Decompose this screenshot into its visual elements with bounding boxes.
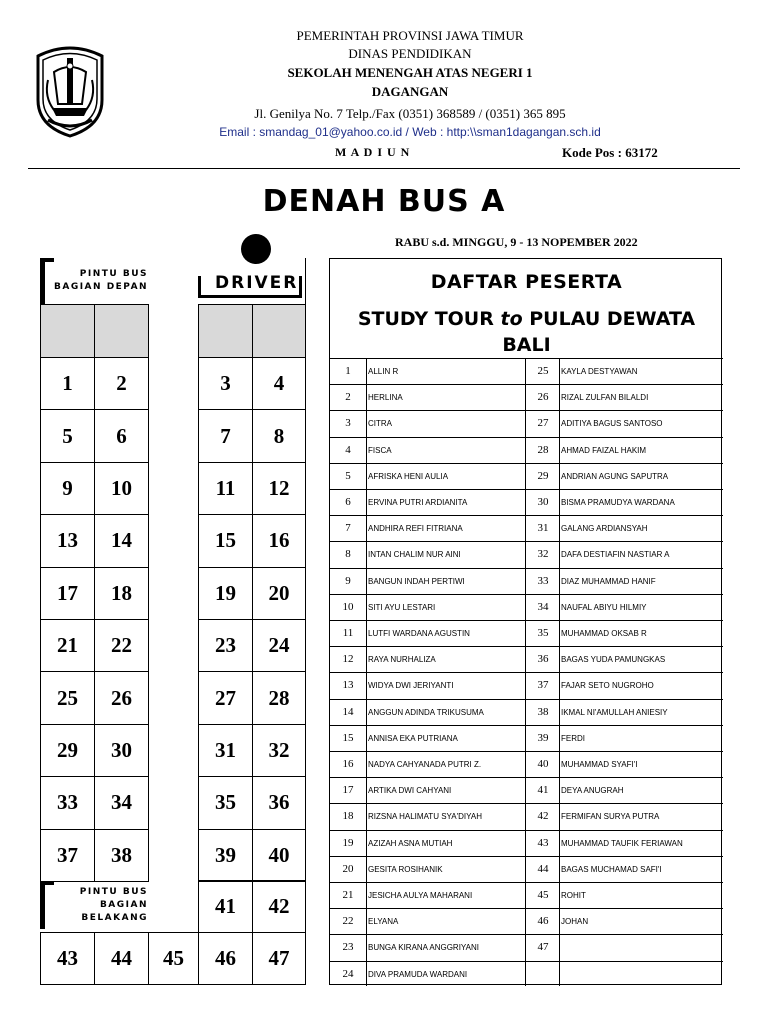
participant-number: 25 (537, 365, 549, 377)
bus-seat[interactable]: 31 (198, 724, 253, 777)
province-emblem-logo (34, 42, 106, 138)
bus-seat[interactable]: 5 (40, 409, 95, 462)
list-row (330, 358, 723, 384)
participant-name: NAUFAL ABIYU HILMIY (561, 602, 647, 612)
bus-seat[interactable]: 41 (198, 880, 253, 933)
participant-number: 43 (537, 836, 549, 849)
participant-number: 28 (537, 443, 549, 456)
participant-number: 30 (537, 496, 549, 508)
participant-name: FISCA (368, 445, 392, 455)
bus-seat[interactable]: 13 (40, 514, 95, 567)
participant-name: DIVA PRAMUDA WARDANI (368, 969, 468, 979)
bus-seat[interactable]: 29 (40, 724, 95, 777)
participant-name: BAGAS MUCHAMAD SAFI'I (561, 864, 662, 874)
postal-code: Kode Pos : 63172 (562, 145, 658, 160)
back-door-marker (40, 881, 45, 929)
participant-number: 10 (342, 600, 354, 613)
participant-number: 19 (342, 836, 354, 849)
list-row (330, 515, 723, 541)
participant-name: DEYA ANUGRAH (561, 786, 624, 796)
city-label: M A D I U N (335, 145, 411, 159)
bus-seat[interactable]: 40 (252, 829, 306, 882)
driver-label: DRIVER (215, 273, 299, 293)
participant-number: 4 (345, 443, 351, 456)
participant-number: 22 (342, 915, 354, 928)
bus-seat[interactable]: 2 (94, 357, 149, 410)
bus-seat[interactable]: 19 (198, 567, 253, 620)
bus-seat[interactable]: 28 (252, 671, 306, 724)
bus-seat[interactable]: 20 (252, 567, 306, 620)
bus-seat[interactable]: 7 (198, 409, 253, 462)
back-door-corner (40, 881, 54, 885)
subtitle-part: STUDY TOUR (357, 308, 501, 330)
list-row (330, 646, 723, 672)
participant-list (329, 258, 722, 985)
participant-number: 35 (537, 627, 549, 639)
participant-number: 26 (537, 391, 549, 404)
trip-date: RABU s.d. MINGGU, 9 - 13 NOPEMBER 2022 (395, 235, 638, 249)
list-row (330, 437, 723, 463)
bus-seat[interactable]: 25 (40, 671, 95, 724)
list-row (330, 830, 723, 856)
school-name: SEKOLAH MENENGAH ATAS NEGERI 1 (287, 65, 533, 80)
participant-name: HERLINA (368, 393, 403, 403)
list-row (330, 856, 723, 882)
participant-name: BAGAS YUDA PAMUNGKAS (561, 655, 666, 665)
driver-bracket-right (299, 276, 302, 298)
subtitle-part: PULAU DEWATA (522, 308, 696, 330)
bus-seat[interactable]: 47 (252, 932, 306, 985)
bus-seat[interactable]: 15 (198, 514, 253, 567)
participant-number: 33 (537, 574, 549, 587)
school-location: DAGANGAN (371, 84, 449, 99)
participant-name: DIAZ MUHAMMAD HANIF (561, 576, 656, 586)
empty-seat (252, 304, 306, 358)
list-row (330, 777, 723, 803)
participant-number: 2 (345, 391, 351, 404)
bus-seat[interactable]: 10 (94, 462, 149, 515)
bus-seat[interactable]: 46 (198, 932, 253, 985)
participant-number: 9 (345, 574, 351, 587)
col-divider (559, 358, 560, 986)
bus-seat[interactable]: 1 (40, 357, 95, 410)
bus-seat[interactable]: 35 (198, 776, 253, 829)
list-row (330, 384, 723, 410)
participant-name: MUHAMMAD SYAFI'I (561, 760, 638, 769)
participant-number: 37 (537, 679, 549, 692)
participant-name: ALLIN R (368, 367, 399, 376)
header-divider (28, 168, 740, 169)
kop-line2: DINAS PENDIDIKAN (348, 46, 472, 61)
participant-number: 3 (345, 417, 351, 430)
bus-seat[interactable]: 8 (252, 409, 306, 462)
participant-name: ADITIYA BAGUS SANTOSO (561, 419, 663, 429)
participant-number: 27 (537, 417, 549, 430)
list-row (330, 751, 723, 777)
participant-number: 34 (537, 600, 549, 613)
participant-number: 40 (537, 758, 549, 770)
participant-name: ERVINA PUTRI ARDIANITA (368, 498, 468, 507)
bus-seat[interactable]: 23 (198, 619, 253, 672)
participant-name: GALANG ARDIANSYAH (561, 524, 648, 534)
bus-seat[interactable]: 33 (40, 776, 95, 829)
participant-number: 31 (537, 522, 549, 535)
participant-name: BUNGA KIRANA ANGGRIYANI (368, 943, 479, 953)
participant-name: BISMA PRAMUDYA WARDANA (561, 498, 675, 507)
participant-number: 12 (342, 653, 354, 666)
list-row (330, 410, 723, 436)
list-title: DAFTAR PESERTA (430, 271, 623, 293)
participant-name: ARTIKA DWI CAHYANI (368, 786, 452, 796)
bus-seat[interactable]: 42 (252, 880, 306, 933)
participant-name: RIZAL ZULFAN BILALDI (561, 393, 649, 403)
participant-name: ANDRIAN AGUNG SAPUTRA (561, 471, 669, 481)
participant-name: FERDI (561, 733, 585, 743)
bus-seat[interactable]: 4 (252, 357, 306, 410)
participant-number: 14 (342, 705, 354, 718)
participant-number: 23 (342, 941, 354, 954)
bus-seat[interactable]: 18 (94, 567, 149, 620)
list-row (330, 594, 723, 620)
list-subtitle (330, 306, 723, 358)
bus-seat[interactable]: 9 (40, 462, 95, 515)
bus-seat[interactable]: 38 (94, 829, 149, 882)
participant-name: BANGUN INDAH PERTIWI (368, 576, 465, 586)
participant-number: 38 (537, 705, 549, 718)
participant-number: 46 (537, 915, 549, 928)
participant-name: MUHAMMAD OKSAB R (561, 629, 647, 638)
bus-seat[interactable]: 45 (148, 932, 199, 985)
back-door-label: PINTU BUS BAGIAN BELAKANG (79, 887, 148, 923)
list-row (330, 803, 723, 829)
school-contact: Email : smandag_01@yahoo.co.id / Web : http:\\sman1dagangan.sch.id (219, 125, 601, 139)
participant-number: 29 (537, 469, 549, 482)
participant-name: ANGGUN ADINDA TRIKUSUMA (368, 707, 484, 717)
participant-name: ANDHIRA REFI FITRIANA (368, 524, 463, 534)
participant-name: RAYA NURHALIZA (368, 655, 436, 665)
list-row (330, 961, 723, 987)
participant-number: 17 (342, 784, 354, 797)
front-door-marker (40, 258, 45, 306)
participant-number: 32 (537, 548, 549, 561)
list-row (330, 489, 723, 515)
participant-name: ELYANA (368, 917, 399, 927)
page-title: DENAH BUS A (262, 184, 506, 219)
participant-name: INTAN CHALIM NUR AINI (368, 550, 461, 560)
participant-number: 18 (342, 810, 354, 823)
bus-seat[interactable]: 22 (94, 619, 149, 672)
bus-seat[interactable]: 44 (94, 932, 149, 985)
participant-number: 6 (345, 496, 351, 508)
participant-name: KAYLA DESTYAWAN (561, 367, 638, 376)
bus-seat[interactable]: 12 (252, 462, 306, 515)
list-row (330, 541, 723, 567)
list-row (330, 568, 723, 594)
list-row (330, 882, 723, 908)
list-row (330, 463, 723, 489)
list-row (330, 620, 723, 646)
kop-line1: PEMERINTAH PROVINSI JAWA TIMUR (296, 28, 524, 43)
participant-name: SITI AYU LESTARI (368, 602, 436, 612)
participant-number: 15 (342, 731, 354, 744)
bus-seat[interactable]: 34 (94, 776, 149, 829)
participant-number: 42 (537, 810, 549, 823)
bus-seat[interactable]: 27 (198, 671, 253, 724)
front-door-corner (40, 258, 54, 262)
bus-seat[interactable]: 30 (94, 724, 149, 777)
participant-name: NADYA CAHYANADA PUTRI Z. (368, 760, 482, 769)
bus-seat[interactable]: 26 (94, 671, 149, 724)
driver-bracket-bottom (198, 295, 302, 298)
bus-seat[interactable]: 6 (94, 409, 149, 462)
list-row (330, 699, 723, 725)
participant-name: FERMIFAN SURYA PUTRA (561, 812, 660, 822)
participant-number: 47 (537, 941, 549, 954)
bus-seat[interactable]: 16 (252, 514, 306, 567)
participant-name: WIDYA DWI JERIYANTI (368, 681, 454, 691)
participant-number: 39 (537, 731, 549, 744)
participant-number: 7 (345, 522, 351, 535)
participant-name: LUTFI WARDANA AGUSTIN (368, 629, 470, 638)
bus-seat[interactable]: 32 (252, 724, 306, 777)
col-divider (525, 358, 526, 986)
participant-number: 44 (537, 862, 549, 875)
participant-name: JESICHA AULYA MAHARANI (368, 891, 473, 900)
bus-seat[interactable]: 3 (198, 357, 253, 410)
bus-seat-map (40, 258, 306, 985)
empty-seat (94, 304, 149, 358)
bus-seat[interactable]: 21 (40, 619, 95, 672)
bus-seat[interactable]: 24 (252, 619, 306, 672)
bus-seat[interactable]: 36 (252, 776, 306, 829)
participant-number: 21 (342, 889, 354, 901)
participant-number: 1 (345, 365, 351, 377)
participant-name: AFRISKA HENI AULIA (368, 471, 449, 481)
list-row (330, 672, 723, 698)
participant-number: 8 (345, 548, 351, 561)
participant-name: ANNISA EKA PUTRIANA (368, 733, 458, 743)
participant-name: AHMAD FAIZAL HAKIM (561, 445, 647, 455)
subtitle-destination: BALI (502, 334, 551, 356)
participant-number: 5 (345, 469, 351, 482)
subtitle-italic: to (500, 308, 523, 330)
participant-name: IKMAL NI'AMULLAH ANIESIY (561, 707, 668, 717)
list-row (330, 908, 723, 934)
participant-number: 36 (537, 653, 549, 666)
empty-seat (198, 304, 253, 358)
school-address: Jl. Genilya No. 7 Telp./Fax (0351) 368589 / (0351) 365 895 (254, 106, 566, 121)
participant-name: MUHAMMAD TAUFIK FERIAWAN (561, 838, 683, 848)
col-divider (366, 358, 367, 986)
participant-name: GESITA ROSIHANIK (368, 864, 443, 874)
bus-seat[interactable]: 17 (40, 567, 95, 620)
participant-name: RIZSNA HALIMATU SYA'DIYAH (368, 812, 482, 822)
participant-number: 41 (537, 784, 549, 797)
bus-seat[interactable]: 14 (94, 514, 149, 567)
participant-name: JOHAN (561, 917, 589, 927)
participant-name: AZIZAH ASNA MUTIAH (368, 838, 453, 848)
bus-seat[interactable]: 39 (198, 829, 253, 882)
participant-number: 24 (342, 967, 354, 980)
participant-number: 16 (342, 758, 354, 770)
participant-name: ROHIT (561, 891, 586, 900)
participant-number: 20 (342, 862, 354, 875)
participant-name: FAJAR SETO NUGROHO (561, 681, 654, 691)
front-door-label: PINTU BUS BAGIAN DEPAN (54, 269, 149, 292)
participant-number: 11 (342, 627, 354, 639)
empty-seat (40, 304, 95, 358)
bus-seat[interactable]: 11 (198, 462, 253, 515)
participant-number: 45 (537, 889, 549, 901)
bus-seat[interactable]: 43 (40, 932, 95, 985)
participant-number: 13 (342, 679, 354, 692)
list-row (330, 725, 723, 751)
list-row (330, 934, 723, 960)
bus-seat[interactable]: 37 (40, 829, 95, 882)
participant-name: CITRA (368, 419, 392, 429)
participant-name: DAFA DESTIAFIN NASTIAR A (561, 550, 670, 560)
